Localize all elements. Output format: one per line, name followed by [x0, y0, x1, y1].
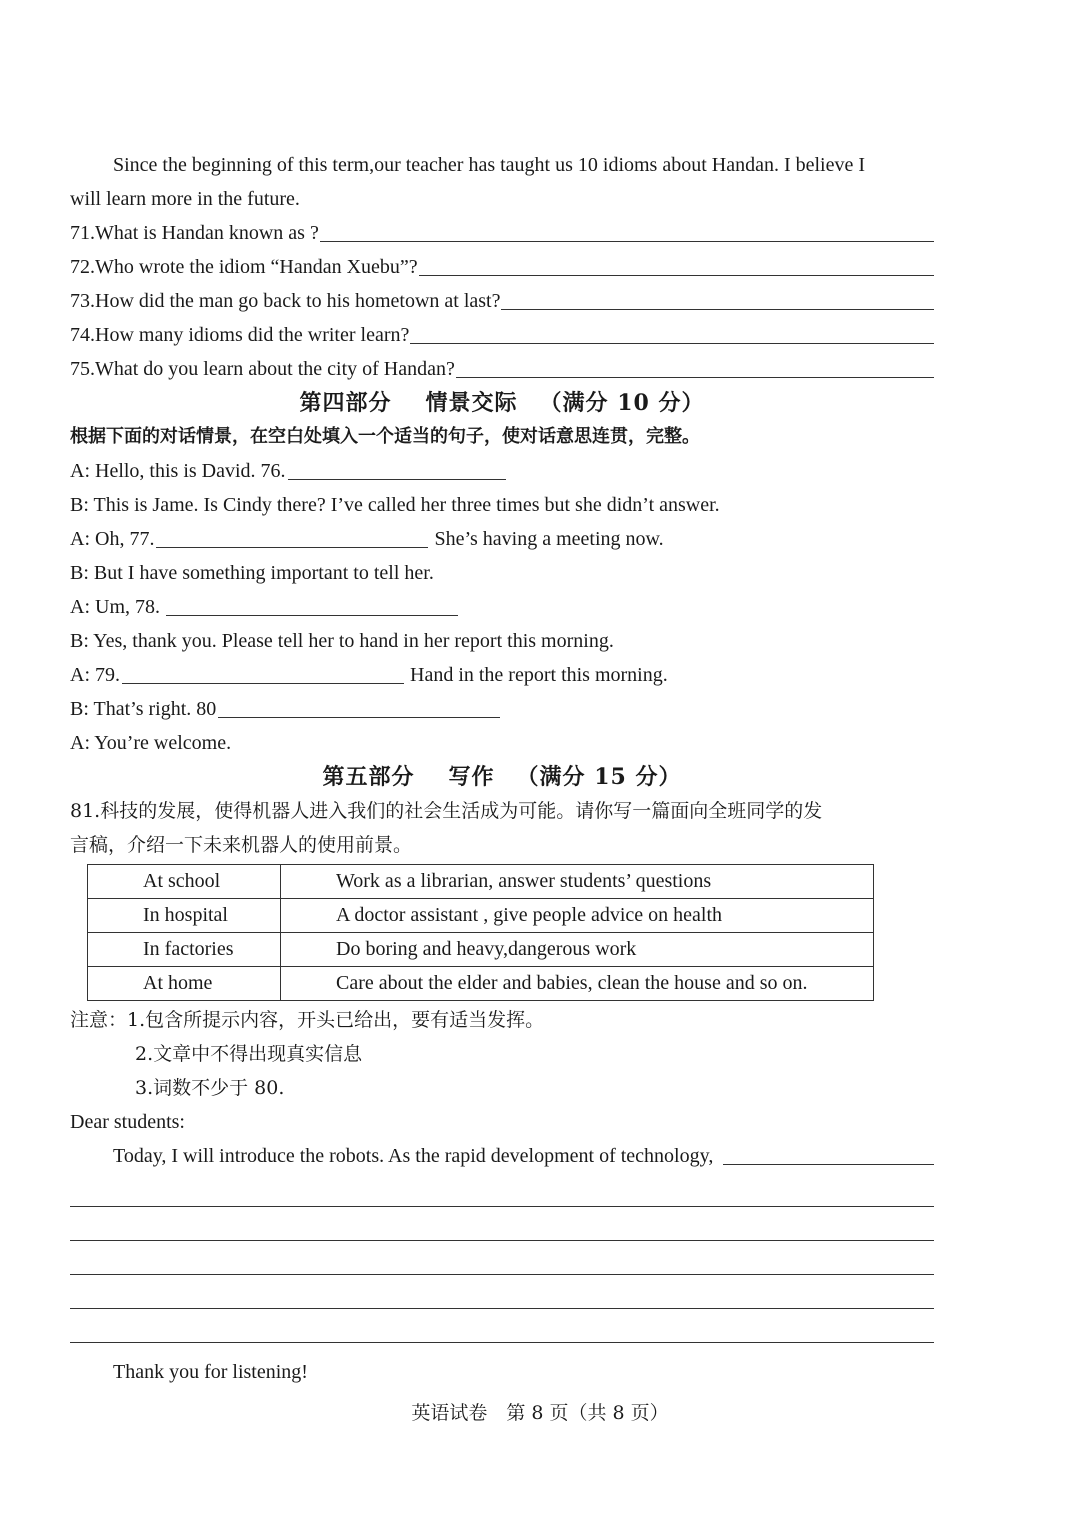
answer-blank-78[interactable]: [166, 615, 458, 616]
table-row: [88, 967, 874, 1001]
dialogue-line: A: Um, 78.: [70, 590, 934, 624]
table-cell-task: A doctor assistant , give people advice on health: [281, 899, 874, 933]
question-74: 74.How many idioms did the writer learn?: [70, 318, 934, 352]
dialogue-line: B: This is Jame. Is Cindy there? I’ve called her three times but she didn’t answer.: [70, 494, 720, 516]
part5-heading: 第五部分 写作 （满分 15 分）: [322, 764, 682, 790]
question-73: 73.How did the man go back to his hometown at last?: [70, 284, 934, 318]
answer-line-73[interactable]: [501, 309, 934, 310]
greeting: Dear students:: [70, 1111, 185, 1133]
passage-line: Since the beginning of this term,our teacher has taught us 10 idioms about Handan. I believe I: [113, 154, 866, 176]
table-cell-task: Care about the elder and babies, clean the house and so on.: [281, 967, 874, 1001]
essay-answer-line[interactable]: [70, 1207, 934, 1241]
dialogue-line: B: That’s right. 80: [70, 692, 934, 726]
dialogue-line: A: Hello, this is David. 76.: [70, 454, 934, 488]
hint-table: [87, 864, 874, 1001]
answer-blank-80[interactable]: [218, 717, 500, 718]
note-line: 3.词数不少于 80.: [135, 1077, 285, 1099]
dialogue-line: A: 79. Hand in the report this morning.: [70, 664, 668, 686]
dialogue-line: A: Oh, 77. She’s having a meeting now.: [70, 528, 664, 550]
exam-page: [70, 148, 934, 1389]
table-cell-task: Do boring and heavy,dangerous work: [281, 933, 874, 967]
answer-blank-77[interactable]: [156, 547, 428, 548]
part4-heading: 第四部分 情景交际 （满分 10 分）: [299, 390, 705, 416]
question-71: 71.What is Handan known as ?: [70, 216, 934, 250]
table-row: [88, 865, 874, 899]
answer-line-74[interactable]: [410, 343, 934, 344]
essay-opening: Today, I will introduce the robots. As the rapid development of technology,: [70, 1139, 934, 1173]
table-cell-place: At school: [88, 865, 281, 899]
essay-answer-line[interactable]: [70, 1275, 934, 1309]
writing-prompt: 言稿，介绍一下未来机器人的使用前景。: [70, 834, 413, 856]
dialogue-line: B: But I have something important to tell her.: [70, 562, 434, 584]
answer-blank-79[interactable]: [122, 683, 404, 684]
dialogue-line: B: Yes, thank you. Please tell her to hand in her report this morning.: [70, 630, 614, 652]
table-cell-task: Work as a librarian, answer students’ questions: [281, 865, 874, 899]
answer-line-71[interactable]: [320, 241, 934, 242]
table-row: [88, 933, 874, 967]
essay-answer-line[interactable]: [70, 1173, 934, 1207]
writing-prompt: 81.科技的发展，使得机器人进入我们的社会生活成为可能。请你写一篇面向全班同学的发: [70, 800, 823, 822]
answer-line-72[interactable]: [419, 275, 934, 276]
table-row: [88, 899, 874, 933]
part4-instruction: 根据下面的对话情景，在空白处填入一个适当的句子，使对话意思连贯，完整。: [70, 426, 700, 447]
table-cell-place: In hospital: [88, 899, 281, 933]
question-72: 72.Who wrote the idiom “Handan Xuebu”?: [70, 250, 934, 284]
answer-line-75[interactable]: [456, 377, 934, 378]
essay-answer-line[interactable]: [70, 1241, 934, 1275]
answer-blank-76[interactable]: [288, 479, 506, 480]
note-line: 注意：1.包含所提示内容，开头已给出，要有适当发挥。: [70, 1009, 545, 1031]
essay-closing: Thank you for listening!: [113, 1361, 308, 1383]
essay-answer-line[interactable]: [723, 1164, 934, 1165]
dialogue-line: A: You’re welcome.: [70, 732, 232, 754]
table-cell-place: At home: [88, 967, 281, 1001]
note-line: 2.文章中不得出现真实信息: [135, 1043, 363, 1065]
question-75: 75.What do you learn about the city of Handan?: [70, 352, 934, 386]
essay-answer-line[interactable]: [70, 1309, 934, 1343]
table-cell-place: In factories: [88, 933, 281, 967]
page-footer: 英语试卷 第 8 页（共 8 页）: [411, 1402, 669, 1424]
passage-line: will learn more in the future.: [70, 188, 300, 210]
